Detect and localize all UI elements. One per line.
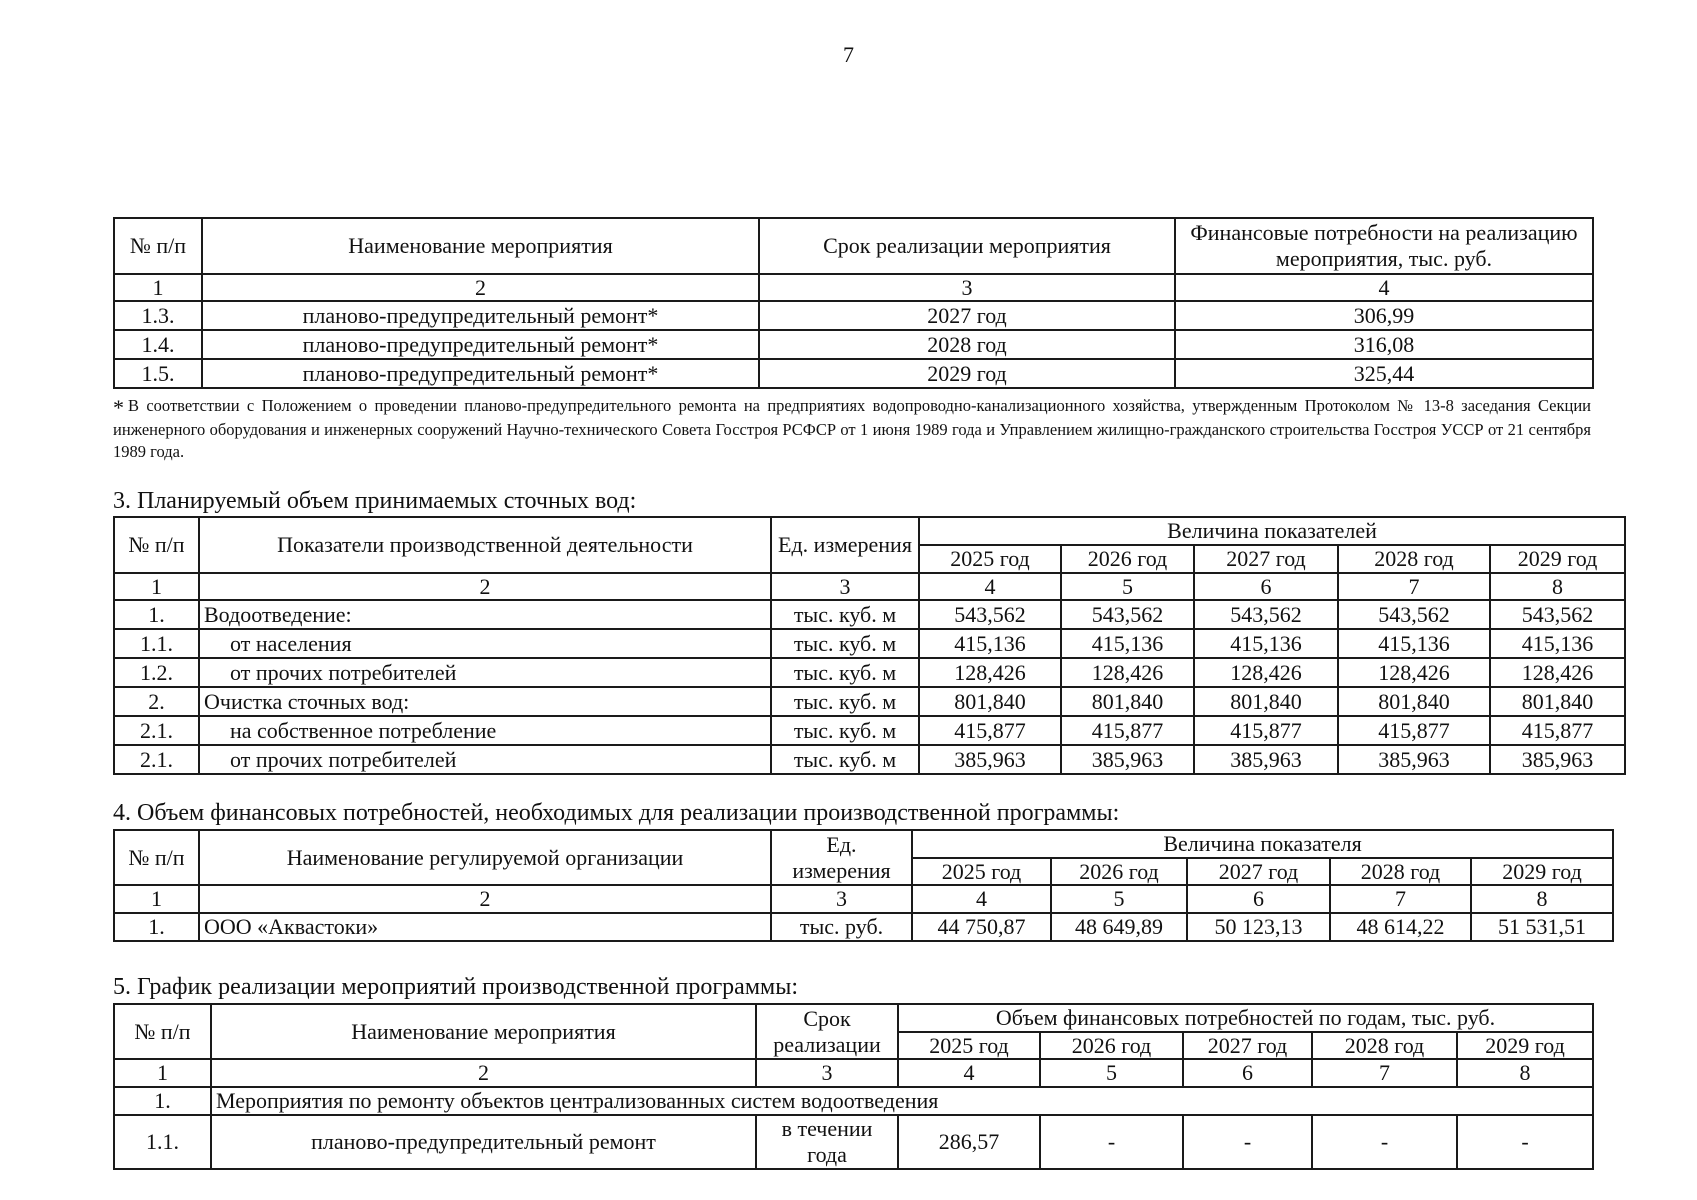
footnote-text: В соответствии с Положением о проведении планово-предупредительного ремонта на предприятиях водопроводно-канализационного хозяйства, утвержденным Протоколом № 13-8 заседания Секции инженерного оборудования и инженерных сооружений Научно-технического Совета Госстроя РСФСР от 1 июня 1989 года и Управлением жилищно-гражданского строительства Госстроя УССР от 21 сентября 1989 года. [113, 396, 1591, 461]
row-num: 2.1. [114, 745, 199, 774]
index-cell: 2 [199, 573, 771, 600]
row-unit: тыс. куб. м [771, 658, 919, 687]
page-number: 7 [843, 42, 854, 67]
index-cell: 7 [1312, 1059, 1457, 1087]
index-cell: 2 [199, 885, 771, 913]
row-value: - [1457, 1115, 1593, 1169]
header-num: № п/п [114, 830, 199, 885]
row-unit: тыс. куб. м [771, 600, 919, 629]
index-cell: 4 [1175, 274, 1593, 301]
row-value: 51 531,51 [1471, 913, 1613, 941]
row-name: Очистка сточных вод: [199, 687, 771, 716]
footnote-marker: * [113, 395, 124, 420]
row-unit: тыс. куб. м [771, 629, 919, 658]
row-value: 385,963 [1490, 745, 1625, 774]
row-value: 385,963 [919, 745, 1061, 774]
row-value: 415,877 [1490, 716, 1625, 745]
row-name: от прочих потребителей [199, 658, 771, 687]
measures-cost-table [113, 217, 1594, 389]
row-value: 801,840 [1338, 687, 1490, 716]
header-unit: Ед. измерения [771, 517, 919, 573]
row-num: 1.1. [114, 1115, 211, 1169]
index-cell: 7 [1338, 573, 1490, 600]
row-value: 415,877 [1061, 716, 1194, 745]
index-cell: 5 [1040, 1059, 1183, 1087]
index-cell: 6 [1183, 1059, 1312, 1087]
header-num: № п/п [114, 1004, 211, 1059]
row-value: 44 750,87 [912, 913, 1051, 941]
row-organization: ООО «Аквастоки» [199, 913, 771, 941]
row-name: планово-предупредительный ремонт* [202, 330, 759, 359]
index-cell: 3 [771, 885, 912, 913]
header-unit: Ед. измерения [771, 830, 912, 885]
header-year: 2026 год [1051, 858, 1187, 885]
row-value: 128,426 [919, 658, 1061, 687]
table-row [114, 600, 1625, 629]
footnote [113, 395, 1591, 463]
index-cell: 3 [759, 274, 1175, 301]
index-cell: 3 [771, 573, 919, 600]
row-value: 48 614,22 [1330, 913, 1471, 941]
row-value: 543,562 [1194, 600, 1338, 629]
wastewater-volume-table [113, 516, 1626, 775]
table-row [114, 301, 1593, 330]
row-num: 1.2. [114, 658, 199, 687]
header-term: Срок реализации [756, 1004, 898, 1059]
schedule-table [113, 1003, 1594, 1170]
row-value: 385,963 [1338, 745, 1490, 774]
index-cell: 2 [202, 274, 759, 301]
row-value: 801,840 [1194, 687, 1338, 716]
row-value: 543,562 [1338, 600, 1490, 629]
row-value: 415,136 [1490, 629, 1625, 658]
row-num: 1. [114, 600, 199, 629]
row-value: 385,963 [1061, 745, 1194, 774]
header-year: 2026 год [1061, 545, 1194, 573]
row-value: 415,136 [919, 629, 1061, 658]
header-year: 2029 год [1490, 545, 1625, 573]
row-name: от населения [199, 629, 771, 658]
row-num: 1.1. [114, 629, 199, 658]
header-year: 2028 год [1312, 1032, 1457, 1059]
row-term: в течении года [756, 1115, 898, 1169]
row-value: 128,426 [1338, 658, 1490, 687]
row-value: 128,426 [1490, 658, 1625, 687]
row-name: на собственное потребление [199, 716, 771, 745]
table-row [114, 745, 1625, 774]
index-cell: 1 [114, 573, 199, 600]
row-value: 543,562 [1061, 600, 1194, 629]
index-cell: 5 [1051, 885, 1187, 913]
row-value: 415,136 [1194, 629, 1338, 658]
table-row [114, 913, 1613, 941]
index-cell: 6 [1187, 885, 1330, 913]
row-unit: тыс. куб. м [771, 716, 919, 745]
index-cell: 6 [1194, 573, 1338, 600]
table-row [114, 629, 1625, 658]
section-4-heading: 4. Объем финансовых потребностей, необходимых для реализации производственной программы: [113, 800, 1120, 826]
row-unit: тыс. куб. м [771, 745, 919, 774]
header-values-group: Величина показателя [912, 830, 1613, 858]
row-unit: тыс. руб. [771, 913, 912, 941]
header-year: 2027 год [1187, 858, 1330, 885]
index-cell: 4 [919, 573, 1061, 600]
row-num: 1.5. [114, 359, 202, 388]
table-row [114, 1115, 1593, 1169]
row-value: 415,136 [1338, 629, 1490, 658]
header-year: 2025 год [912, 858, 1051, 885]
header-year: 2027 год [1194, 545, 1338, 573]
row-num: 1.4. [114, 330, 202, 359]
header-year: 2025 год [898, 1032, 1040, 1059]
row-value: 286,57 [898, 1115, 1040, 1169]
row-num: 2.1. [114, 716, 199, 745]
row-num: 1. [114, 913, 199, 941]
index-cell: 4 [912, 885, 1051, 913]
table-row [114, 658, 1625, 687]
row-value: 325,44 [1175, 359, 1593, 388]
row-term: 2028 год [759, 330, 1175, 359]
table-row [114, 687, 1625, 716]
header-num: № п/п [114, 218, 202, 274]
row-num: 1.3. [114, 301, 202, 330]
table-row [114, 359, 1593, 388]
row-value: 801,840 [1490, 687, 1625, 716]
index-cell: 8 [1490, 573, 1625, 600]
index-cell: 1 [114, 274, 202, 301]
table-row [114, 330, 1593, 359]
header-year: 2029 год [1457, 1032, 1593, 1059]
row-term: 2029 год [759, 359, 1175, 388]
header-organization: Наименование регулируемой организации [199, 830, 771, 885]
header-year: 2028 год [1338, 545, 1490, 573]
row-term: 2027 год [759, 301, 1175, 330]
row-value: 306,99 [1175, 301, 1593, 330]
row-value: - [1040, 1115, 1183, 1169]
header-measure-name: Наименование мероприятия [211, 1004, 756, 1059]
row-num: 2. [114, 687, 199, 716]
row-name: планово-предупредительный ремонт* [202, 359, 759, 388]
row-value: - [1183, 1115, 1312, 1169]
table-row [114, 1087, 1593, 1115]
financial-needs-table [113, 829, 1614, 942]
header-num: № п/п [114, 517, 199, 573]
index-cell: 5 [1061, 573, 1194, 600]
index-cell: 1 [114, 1059, 211, 1087]
group-name: Мероприятия по ремонту объектов централизованных систем водоотведения [211, 1087, 1593, 1115]
section-3-heading: 3. Планируемый объем принимаемых сточных вод: [113, 488, 637, 514]
header-indicator: Показатели производственной деятельности [199, 517, 771, 573]
row-value: 128,426 [1061, 658, 1194, 687]
row-name: от прочих потребителей [199, 745, 771, 774]
index-cell: 4 [898, 1059, 1040, 1087]
header-term: Срок реализации мероприятия [759, 218, 1175, 274]
header-year: 2027 год [1183, 1032, 1312, 1059]
index-cell: 7 [1330, 885, 1471, 913]
row-unit: тыс. куб. м [771, 687, 919, 716]
row-value: - [1312, 1115, 1457, 1169]
header-values-group: Величина показателей [919, 517, 1625, 545]
row-value: 316,08 [1175, 330, 1593, 359]
row-value: 801,840 [919, 687, 1061, 716]
row-name: планово-предупредительный ремонт* [202, 301, 759, 330]
row-value: 415,877 [1338, 716, 1490, 745]
index-cell: 2 [211, 1059, 756, 1087]
section-5-heading: 5. График реализации мероприятий производственной программы: [113, 974, 798, 1000]
header-year: 2028 год [1330, 858, 1471, 885]
row-value: 415,877 [919, 716, 1061, 745]
group-num: 1. [114, 1087, 211, 1115]
row-measure-name: планово-предупредительный ремонт [211, 1115, 756, 1169]
row-value: 415,877 [1194, 716, 1338, 745]
row-value: 543,562 [919, 600, 1061, 629]
index-cell: 1 [114, 885, 199, 913]
row-value: 801,840 [1061, 687, 1194, 716]
header-finance: Финансовые потребности на реализацию мероприятия, тыс. руб. [1175, 218, 1593, 274]
header-values-group: Объем финансовых потребностей по годам, тыс. руб. [898, 1004, 1593, 1032]
row-value: 48 649,89 [1051, 913, 1187, 941]
header-year: 2025 год [919, 545, 1061, 573]
index-cell: 8 [1457, 1059, 1593, 1087]
header-year: 2029 год [1471, 858, 1613, 885]
row-name: Водоотведение: [199, 600, 771, 629]
row-value: 415,136 [1061, 629, 1194, 658]
row-value: 385,963 [1194, 745, 1338, 774]
index-cell: 3 [756, 1059, 898, 1087]
header-year: 2026 год [1040, 1032, 1183, 1059]
row-value: 50 123,13 [1187, 913, 1330, 941]
row-value: 128,426 [1194, 658, 1338, 687]
index-cell: 8 [1471, 885, 1613, 913]
header-measure-name: Наименование мероприятия [202, 218, 759, 274]
row-value: 543,562 [1490, 600, 1625, 629]
table-row [114, 716, 1625, 745]
